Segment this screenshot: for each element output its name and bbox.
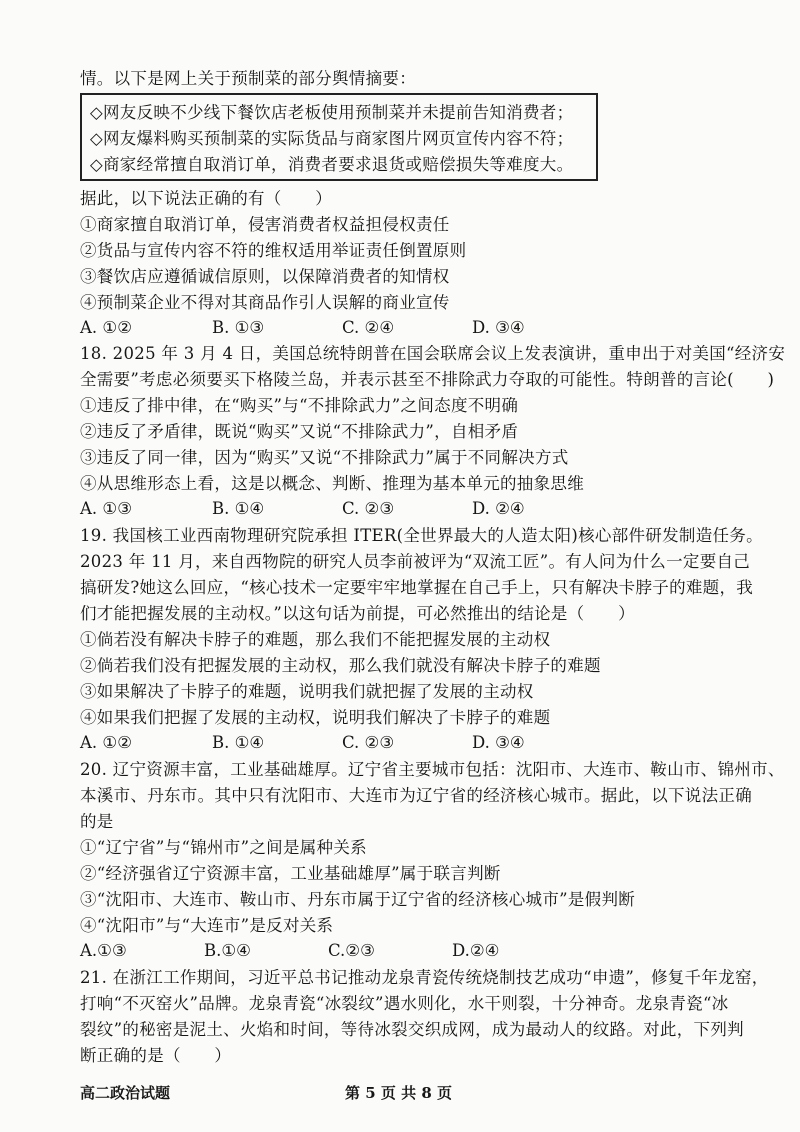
q17-item: ④预制菜企业不得对其商品作引人误解的商业宣传 xyxy=(80,293,450,312)
q19-stem: 搞研发?她这么回应，“核心技术一定要牢牢地掌握在自己手上，只有解决卡脖子的难题，我 xyxy=(80,578,754,597)
q17-item: ②货品与宣传内容不符的维权适用举证责任倒置原则 xyxy=(80,241,467,260)
q18-item: ③违反了同一律，因为“购买”又说“不排除武力”属于不同解决方式 xyxy=(80,448,569,467)
box-line: ◇网友爆料购买预制菜的实际货品与商家图片网页宣传内容不符； xyxy=(90,129,574,148)
option-a: A. ①② xyxy=(80,318,132,337)
q20-item: ③“沈阳市、大连市、鞍山市、丹东市属于辽宁省的经济核心城市”是假判断 xyxy=(80,890,636,909)
q20-stem: 的是 xyxy=(80,812,114,831)
q18-stem: 全需要”考虑必须要买下格陵兰岛，并表示甚至不排除武力夺取的可能性。特朗普的言论( ) xyxy=(80,370,775,389)
option-c: C. ②③ xyxy=(342,733,395,752)
option-b: B.①④ xyxy=(204,941,251,960)
option-d: D. ③④ xyxy=(472,318,525,337)
intro-text: 情。以下是网上关于预制菜的部分舆情摘要： xyxy=(80,69,416,88)
q21-stem: 裂纹”的秘密是泥土、火焰和时间，等待冰裂交织成网，成为最动人的纹路。对此，下列判 xyxy=(80,1020,744,1039)
footer-subject: 高二政治试题 xyxy=(80,1084,171,1102)
option-d: D. ③④ xyxy=(472,733,525,752)
q19-item: ③如果解决了卡脖子的难题，说明我们就把握了发展的主动权 xyxy=(80,682,534,701)
q20-item: ②“经济强省辽宁资源丰富，工业基础雄厚”属于联言判断 xyxy=(80,864,501,883)
public-opinion-box xyxy=(80,93,598,181)
q17-item: ①商家擅自取消订单，侵害消费者权益担侵权责任 xyxy=(80,215,450,234)
q21-stem: 断正确的是（ ） xyxy=(80,1046,232,1065)
option-d: D. ②④ xyxy=(472,499,525,518)
q21-stem: 21. 在浙江工作期间，习近平总书记推动龙泉青瓷传统烧制技艺成功“申遗”，修复千年龙窑， xyxy=(80,968,769,987)
q18-item: ②违反了矛盾律，既说“购买”又说“不排除武力”，自相矛盾 xyxy=(80,422,519,441)
option-c: C. ②④ xyxy=(342,318,395,337)
q21-stem: 打响“不灭窑火”品牌。龙泉青瓷“冰裂纹”遇水则化，水干则裂，十分神奇。龙泉青瓷“冰 xyxy=(80,994,729,1013)
box-line: ◇网友反映不少线下餐饮店老板使用预制菜并未提前告知消费者； xyxy=(90,103,574,122)
q18-item: ①违反了排中律，在“购买”与“不排除武力”之间态度不明确 xyxy=(80,396,519,415)
option-b: B. ①④ xyxy=(212,733,265,752)
footer-page-number: 第 5 页 共 8 页 xyxy=(345,1084,452,1102)
q20-item: ①“辽宁省”与“锦州市”之间是属种关系 xyxy=(80,838,367,857)
option-a: A. ①③ xyxy=(80,499,132,518)
option-a: A.①③ xyxy=(80,941,127,960)
q20-stem: 本溪市、丹东市。其中只有沈阳市、大连市为辽宁省的经济核心城市。据此，以下说法正确 xyxy=(80,786,752,805)
option-d: D.②④ xyxy=(452,941,500,960)
option-a: A. ①② xyxy=(80,733,132,752)
option-c: C.②③ xyxy=(328,941,375,960)
q20-stem: 20. 辽宁资源丰富，工业基础雄厚。辽宁省主要城市包括：沈阳市、大连市、鞍山市、锦州市、 xyxy=(80,760,785,779)
q19-stem: 们才能把握发展的主动权。”以这句话为前提，可必然推出的结论是（ ） xyxy=(80,604,635,623)
q19-item: ①倘若没有解决卡脖子的难题，那么我们不能把握发展的主动权 xyxy=(80,630,551,649)
q17-item: ③餐饮店应遵循诚信原则，以保障消费者的知情权 xyxy=(80,267,450,286)
q17-stem: 据此，以下说法正确的有（ ） xyxy=(80,189,332,208)
option-b: B. ①③ xyxy=(212,318,265,337)
q19-stem: 19. 我国核工业西南物理研究院承担 ITER(全世界最大的人造太阳)核心部件研发制造任务。 xyxy=(80,526,763,545)
q20-item: ④“沈阳市”与“大连市”是反对关系 xyxy=(80,916,334,935)
q19-item: ④如果我们把握了发展的主动权，说明我们解决了卡脖子的难题 xyxy=(80,708,551,727)
q19-stem: 2023 年 11 月，来自西物院的研究人员李前被评为“双流工匠”。有人问为什么一定要自己 xyxy=(80,552,751,571)
q19-item: ②倘若我们没有把握发展的主动权，那么我们就没有解决卡脖子的难题 xyxy=(80,656,601,675)
q18-stem: 18. 2025 年 3 月 4 日，美国总统特朗普在国会联席会议上发表演讲，重申出于对美国“经济安 xyxy=(80,344,786,363)
box-line: ◇商家经常擅自取消订单，消费者要求退货或赔偿损失等难度大。 xyxy=(90,155,574,174)
q18-item: ④从思维形态上看，这是以概念、判断、推理为基本单元的抽象思维 xyxy=(80,474,584,493)
option-b: B. ①④ xyxy=(212,499,265,518)
option-c: C. ②③ xyxy=(342,499,395,518)
